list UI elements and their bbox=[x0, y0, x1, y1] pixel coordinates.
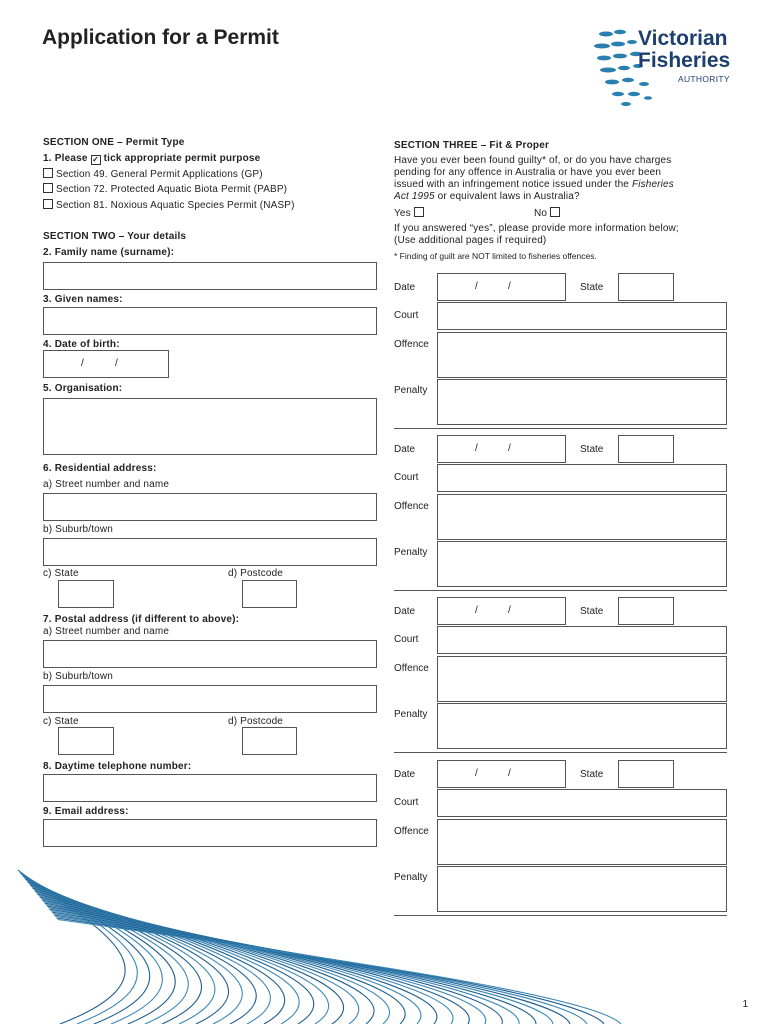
date-label-3: Date bbox=[394, 606, 416, 617]
date-slash-1a: / bbox=[475, 281, 478, 292]
dob-slash-1: / bbox=[81, 358, 84, 369]
no-option[interactable] bbox=[534, 207, 563, 219]
wave-decoration bbox=[0, 860, 770, 1024]
court-field-3[interactable] bbox=[437, 626, 727, 654]
logo-line2: Fisheries bbox=[638, 49, 731, 72]
family-name-label: 2. Family name (surname): bbox=[43, 247, 175, 258]
dob-slash-2: / bbox=[115, 358, 118, 369]
res-suburb-field[interactable] bbox=[43, 538, 377, 566]
footnote: * Finding of guilt are NOT limited to fisheries offences. bbox=[394, 251, 597, 261]
wave-line bbox=[18, 870, 125, 1024]
page-title: Application for a Permit bbox=[42, 26, 279, 49]
tick-icon: ✓ bbox=[92, 155, 100, 164]
q1-text: 1. Please bbox=[43, 153, 88, 164]
date-slash-1b: / bbox=[508, 281, 511, 292]
checkbox-nasp[interactable] bbox=[43, 199, 53, 209]
checkbox-pabp[interactable] bbox=[43, 183, 53, 193]
res-street-label: a) Street number and name bbox=[43, 479, 170, 490]
post-state-field[interactable] bbox=[58, 727, 114, 755]
date-slash-2a: / bbox=[475, 443, 478, 454]
court-field-1[interactable] bbox=[437, 302, 727, 330]
vfa-logo bbox=[592, 22, 742, 110]
res-street-field[interactable] bbox=[43, 493, 377, 521]
option-nasp[interactable] bbox=[43, 199, 295, 211]
post-postcode-field[interactable] bbox=[242, 727, 297, 755]
court-field-2[interactable] bbox=[437, 464, 727, 492]
post-postcode-label: d) Postcode bbox=[228, 716, 284, 727]
state-field-3[interactable] bbox=[618, 597, 674, 625]
block-rule-1 bbox=[394, 428, 727, 429]
court-field-4[interactable] bbox=[437, 789, 727, 817]
court-label-2: Court bbox=[394, 472, 419, 483]
no-checkbox[interactable] bbox=[550, 207, 560, 217]
date-field-2[interactable] bbox=[437, 435, 566, 463]
question-line-4 bbox=[394, 191, 580, 202]
date-field-1[interactable] bbox=[437, 273, 566, 301]
offence-field-4[interactable] bbox=[437, 819, 727, 865]
penalty-label-1: Penalty bbox=[394, 385, 428, 396]
no-label: No bbox=[534, 208, 548, 219]
date-label-1: Date bbox=[394, 282, 416, 293]
date-slash-2b: / bbox=[508, 443, 511, 454]
dob-field[interactable] bbox=[43, 350, 169, 378]
date-field-3[interactable] bbox=[437, 597, 566, 625]
penalty-label-4: Penalty bbox=[394, 872, 428, 883]
q1-label bbox=[43, 153, 260, 165]
logo-line3: AUTHORITY bbox=[678, 74, 730, 84]
email-label: 9. Email address: bbox=[43, 806, 129, 817]
organisation-field[interactable] bbox=[43, 398, 377, 455]
yes-option[interactable] bbox=[394, 207, 427, 219]
court-label-4: Court bbox=[394, 797, 419, 808]
penalty-label-2: Penalty bbox=[394, 547, 428, 558]
date-label-2: Date bbox=[394, 444, 416, 455]
res-postcode-field[interactable] bbox=[242, 580, 297, 608]
section-one-heading: SECTION ONE – Permit Type bbox=[43, 137, 185, 148]
option-gp-label: Section 49. General Permit Applications (GP) bbox=[56, 169, 263, 180]
post-state-label: c) State bbox=[43, 716, 79, 727]
date-label-4: Date bbox=[394, 769, 416, 780]
checkbox-gp[interactable] bbox=[43, 168, 53, 178]
logo-line1: Victorian bbox=[638, 27, 728, 50]
yes-checkbox[interactable] bbox=[414, 207, 424, 217]
email-field[interactable] bbox=[43, 819, 377, 847]
date-slash-3a: / bbox=[475, 605, 478, 616]
date-slash-4a: / bbox=[475, 768, 478, 779]
court-label-3: Court bbox=[394, 634, 419, 645]
family-name-field[interactable] bbox=[43, 262, 377, 290]
res-suburb-label: b) Suburb/town bbox=[43, 524, 113, 535]
post-suburb-field[interactable] bbox=[43, 685, 377, 713]
option-gp[interactable] bbox=[43, 168, 263, 180]
res-state-field[interactable] bbox=[58, 580, 114, 608]
given-names-label: 3. Given names: bbox=[43, 294, 123, 305]
res-state-label: c) State bbox=[43, 568, 79, 579]
penalty-field-1[interactable] bbox=[437, 379, 727, 425]
phone-label: 8. Daytime telephone number: bbox=[43, 761, 192, 772]
offence-field-1[interactable] bbox=[437, 332, 727, 378]
post-suburb-label: b) Suburb/town bbox=[43, 671, 113, 682]
residential-label: 6. Residential address: bbox=[43, 463, 157, 474]
option-pabp[interactable] bbox=[43, 183, 287, 195]
block-rule-2 bbox=[394, 590, 727, 591]
wave-line bbox=[19, 872, 137, 1024]
state-field-2[interactable] bbox=[618, 435, 674, 463]
phone-field[interactable] bbox=[43, 774, 377, 802]
state-label-1: State bbox=[580, 282, 604, 293]
q1-rest: tick appropriate permit purpose bbox=[103, 153, 261, 164]
question-line-2: pending for any offence in Australia or have you ever been bbox=[394, 167, 662, 178]
state-label-4: State bbox=[580, 769, 604, 780]
offence-label-1: Offence bbox=[394, 339, 429, 350]
more-info-line-2: (Use additional pages if required) bbox=[394, 235, 547, 246]
penalty-field-2[interactable] bbox=[437, 541, 727, 587]
question-line-4a: Act 1995 bbox=[394, 191, 435, 202]
penalty-field-3[interactable] bbox=[437, 703, 727, 749]
section-two-heading: SECTION TWO – Your details bbox=[43, 231, 187, 242]
more-info-line-1: If you answered “yes”, please provide more information below; bbox=[394, 223, 679, 234]
court-label-1: Court bbox=[394, 310, 419, 321]
question-line-3 bbox=[394, 179, 674, 190]
postal-label: 7. Postal address (if different to above): bbox=[43, 614, 240, 625]
state-label-3: State bbox=[580, 606, 604, 617]
state-label-2: State bbox=[580, 444, 604, 455]
date-slash-3b: / bbox=[508, 605, 511, 616]
question-line-4b: or equivalent laws in Australia? bbox=[437, 191, 580, 202]
question-line-3b: Fisheries bbox=[631, 179, 674, 190]
page-number: 1 bbox=[742, 999, 748, 1010]
organisation-label: 5. Organisation: bbox=[43, 383, 123, 394]
block-rule-3 bbox=[394, 752, 727, 753]
res-postcode-label: d) Postcode bbox=[228, 568, 284, 579]
given-names-field[interactable] bbox=[43, 307, 377, 335]
question-line-1: Have you ever been found guilty* of, or do you have charges bbox=[394, 155, 672, 166]
state-field-4[interactable] bbox=[618, 760, 674, 788]
yes-label: Yes bbox=[394, 208, 411, 219]
offence-label-3: Offence bbox=[394, 663, 429, 674]
offence-field-2[interactable] bbox=[437, 494, 727, 540]
question-line-3a: issued with an infringement notice issued under the bbox=[394, 179, 630, 190]
date-slash-4b: / bbox=[508, 768, 511, 779]
offence-field-3[interactable] bbox=[437, 656, 727, 702]
post-street-field[interactable] bbox=[43, 640, 377, 668]
offence-label-4: Offence bbox=[394, 826, 429, 837]
section-three-heading: SECTION THREE – Fit & Proper bbox=[394, 140, 550, 151]
state-field-1[interactable] bbox=[618, 273, 674, 301]
option-nasp-label: Section 81. Noxious Aquatic Species Permit (NASP) bbox=[56, 200, 295, 211]
date-field-4[interactable] bbox=[437, 760, 566, 788]
post-street-label: a) Street number and name bbox=[43, 626, 170, 637]
dob-label: 4. Date of birth: bbox=[43, 339, 120, 350]
offence-label-2: Offence bbox=[394, 501, 429, 512]
option-pabp-label: Section 72. Protected Aquatic Biota Permit (PABP) bbox=[56, 184, 288, 195]
penalty-label-3: Penalty bbox=[394, 709, 428, 720]
